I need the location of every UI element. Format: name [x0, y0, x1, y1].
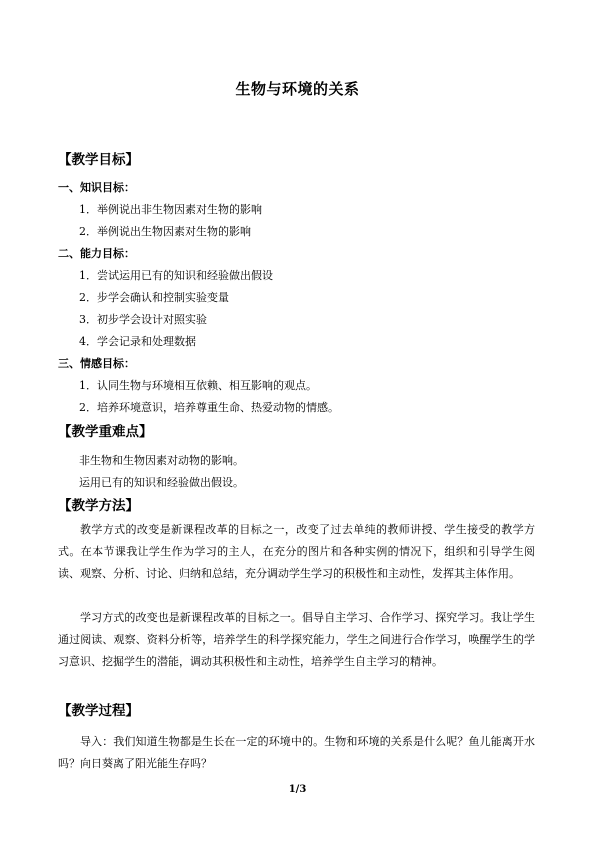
list-item: 4．学会记录和处理数据 [79, 335, 196, 348]
paragraph: 导入：我们知道生物都是生长在一定的环境中的。生物和环境的关系是什么呢？鱼儿能离开水吗？向日葵离了阳光能生存吗？ [58, 735, 535, 770]
list-item: 非生物和生物因素对动物的影响。 [79, 454, 244, 467]
list-item: 2．培养环境意识，培养尊重生命、热爱动物的情感。 [79, 401, 339, 414]
subheading-emotion: 三、情感目标： [58, 357, 135, 370]
page-number: 1/3 [288, 784, 307, 795]
list-item: 运用已有的知识和经验做出假设。 [79, 476, 244, 489]
section-heading-methods: 【教学方法】 [58, 498, 139, 514]
list-item: 1．举例说出非生物因素对生物的影响 [79, 203, 262, 216]
list-item: 1．认同生物与环境相互依赖、相互影响的观点。 [79, 379, 317, 392]
list-item: 2．举例说出生物因素对生物的影响 [79, 225, 251, 238]
subheading-ability: 二、能力目标： [58, 247, 135, 260]
subheading-knowledge: 一、知识目标： [58, 181, 135, 194]
section-heading-key-points: 【教学重难点】 [58, 424, 153, 440]
document-title: 生物与环境的关系 [235, 80, 360, 98]
list-item: 1．尝试运用已有的知识和经验做出假设 [79, 269, 273, 282]
list-item: 3．初步学会设计对照实验 [79, 313, 207, 326]
section-heading-goals: 【教学目标】 [58, 152, 139, 168]
list-item: 2．步学会确认和控制实验变量 [79, 291, 229, 304]
paragraph: 教学方式的改变是新课程改革的目标之一，改变了过去单纯的教师讲授、学生接受的教学方式。在本节课我让学生作为学习的主人，在充分的图片和各种实例的情况下，组织和引导学生阅读、观察、分析、讨论、归纳和总结，充分调动学生学习的积极性和主动性，发挥其主体作用。 [58, 523, 535, 580]
paragraph: 学习方式的改变也是新课程改革的目标之一。倡导自主学习、合作学习、探究学习。我让学生通过阅读、观察、资料分析等，培养学生的科学探究能力，学生之间进行合作学习，唤醒学生的学习意识、挖掘学生的潜能，调动其积极性和主动性，培养学生自主学习的精神。 [58, 611, 535, 668]
section-heading-process: 【教学过程】 [58, 703, 139, 719]
